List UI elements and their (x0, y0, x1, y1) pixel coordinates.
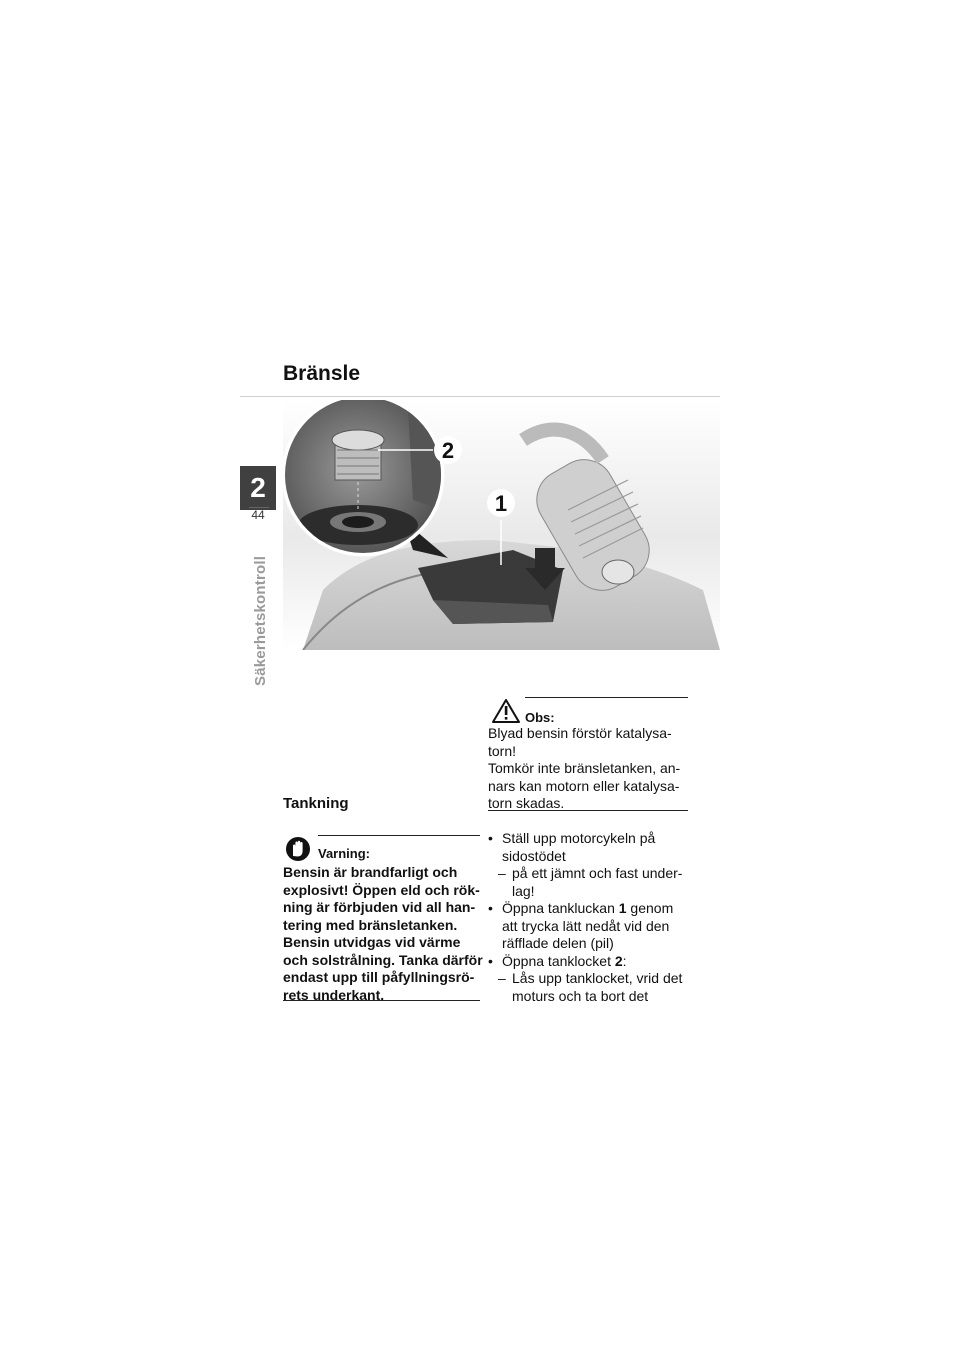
procedure-list (488, 830, 693, 1005)
notice-line: nars kan motorn eller katalysa- (488, 777, 680, 794)
step-item (488, 830, 693, 865)
warning-line: explosivt! Öppen eld och rök- (283, 881, 480, 898)
warning-line: tering med bränsletanken. (283, 916, 458, 933)
step-text: att trycka lätt nedåt vid den (502, 917, 670, 934)
warning-line: Bensin är brandfarligt och (283, 864, 458, 880)
page-title: Bränsle (283, 362, 361, 385)
warning-text (283, 864, 483, 1004)
notice-line: torn! (488, 742, 517, 759)
figure-reference: 2 (614, 952, 623, 969)
title-divider (240, 396, 720, 397)
notice-line: torn skadas. (488, 795, 565, 811)
warning-bottom-rule (283, 1000, 480, 1001)
notice-label: Obs: (525, 710, 555, 725)
hand-stop-icon (285, 836, 311, 862)
sub-step-text: moturs och ta bort det (512, 987, 649, 1004)
sub-step-text: Lås upp tanklocket, vrid det (512, 970, 683, 986)
step-text: räfflade delen (pil) (502, 935, 614, 951)
step-text-part: genom (626, 900, 674, 916)
callout-2-label: 2 (441, 438, 455, 463)
sub-step-text: på ett jämnt och fast under- (512, 865, 683, 881)
notice-text (488, 725, 688, 813)
chapter-number: 2 (250, 472, 266, 503)
notice-top-rule (525, 697, 688, 698)
step-text-part: Öppna tanklocket (502, 952, 615, 969)
notice-bottom-rule (488, 810, 688, 811)
warning-top-rule (318, 835, 480, 836)
section-heading: Tankning (283, 795, 349, 812)
warning-line: endast upp till påfyllningsrö- (283, 969, 475, 985)
bullet-icon: • (488, 830, 493, 846)
step-item (488, 900, 693, 953)
warning-label: Varning: (318, 846, 371, 861)
sub-step-item (488, 970, 693, 1005)
warning-line: ning är förbjuden vid all han- (283, 899, 476, 915)
callout-1 (487, 489, 515, 517)
step-text (502, 953, 693, 971)
step-text (502, 900, 693, 918)
step-text: Ställ upp motorcykeln på (502, 830, 656, 846)
dash-icon: – (498, 970, 506, 986)
callout-1-label: 1 (494, 491, 508, 516)
notice-line: Blyad bensin förstör katalysa- (488, 725, 672, 741)
dash-icon: – (498, 865, 506, 881)
step-text: sidostödet (502, 847, 566, 864)
callout-2 (434, 436, 462, 464)
page-number: 44 (251, 508, 265, 522)
warning-line: rets underkant. (283, 986, 385, 1003)
warning-line: Bensin utvidgas vid värme (283, 934, 461, 950)
sub-step-text: lag! (512, 882, 535, 899)
bullet-icon: • (488, 900, 493, 916)
figure-reference: 1 (618, 900, 627, 916)
chapter-side-label: Säkerhetskontroll (252, 555, 269, 686)
notice-line: Tomkör inte bränsletanken, an- (488, 760, 681, 776)
warning-line: och solstrålning. Tanka därför (283, 951, 483, 968)
fuel-tank-illustration (283, 400, 720, 650)
step-text-part: : (622, 952, 627, 969)
bullet-icon: • (488, 952, 493, 969)
step-item (488, 953, 693, 971)
step-text-part: Öppna tankluckan (502, 900, 619, 916)
exclamation-triangle-icon (491, 698, 521, 724)
sub-step-item (488, 865, 693, 900)
